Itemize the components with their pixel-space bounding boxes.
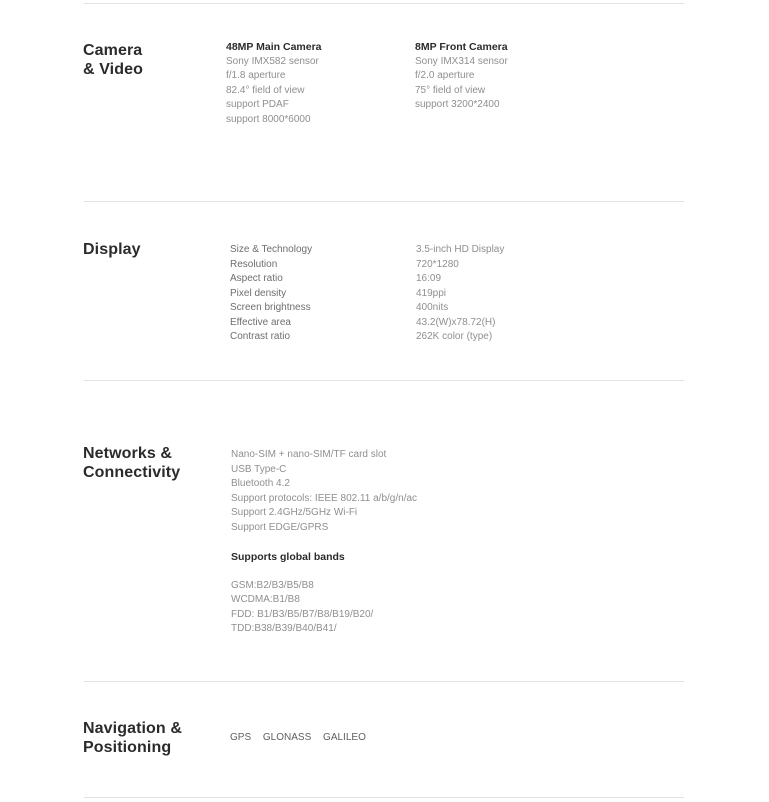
front-camera-line: 75° field of view [415, 84, 486, 96]
network-spacer [231, 564, 417, 579]
display-label: Pixel density [230, 287, 287, 299]
network-line: Bluetooth 4.2 [231, 478, 290, 489]
front-camera-line: Sony IMX314 sensor [415, 55, 508, 67]
display-value: 400nits [416, 302, 449, 313]
navigation-heading [83, 719, 182, 757]
network-heading-line-2: Connectivity [83, 464, 181, 481]
divider-bottom [84, 797, 684, 798]
camera-video-heading [83, 41, 143, 79]
camera-heading-line-2: & Video [83, 61, 143, 78]
network-line: Support EDGE/GPRS [231, 521, 329, 533]
display-label: Screen brightness [230, 302, 311, 313]
display-label: Resolution [230, 258, 278, 270]
display-heading-text: Display [83, 241, 141, 258]
band-line: FDD: B1/B3/B5/B7/B8/B19/B20/ [231, 608, 374, 620]
display-label: Aspect ratio [230, 273, 283, 284]
main-camera-spec [226, 40, 322, 127]
main-camera-line: f/1.8 aperture [226, 70, 286, 81]
display-label: Contrast ratio [230, 331, 291, 342]
main-camera-line: 82.4° field of view [226, 84, 305, 96]
nav-system-gps: GPS [230, 732, 252, 743]
band-line: WCDMA:B1/B8 [231, 594, 300, 605]
main-camera-line: Sony IMX582 sensor [226, 55, 319, 67]
display-heading [83, 240, 141, 259]
front-camera-spec [415, 40, 508, 113]
display-value: 3.5-inch HD Display [416, 244, 505, 255]
divider-display-network [84, 380, 684, 381]
network-spacer [231, 535, 417, 550]
front-camera-title: 8MP Front Camera [415, 41, 508, 53]
nav-system-galileo: GALILEO [323, 732, 366, 743]
band-line: TDD:B38/B39/B40/B41/ [231, 623, 337, 634]
navigation-heading-line-1: Navigation & [83, 720, 182, 737]
display-value: 419ppi [416, 287, 447, 299]
display-values [416, 243, 504, 345]
main-camera-line: support PDAF [226, 99, 289, 110]
network-line: Support protocols: IEEE 802.11 a/b/g/n/ac [231, 492, 418, 504]
network-line: Support 2.4GHz/5GHz Wi-Fi [231, 507, 358, 518]
nav-system-glonass: GLONASS [262, 732, 312, 743]
display-value: 262K color (type) [416, 331, 493, 342]
display-value: 43.2(W)x78.72(H) [416, 316, 496, 328]
divider-camera-display [84, 201, 684, 202]
display-value: 16:09 [416, 273, 442, 284]
divider-top [84, 3, 684, 4]
camera-heading-line-1: Camera [83, 42, 143, 59]
main-camera-title: 48MP Main Camera [226, 41, 322, 53]
network-line: USB Type-C [231, 463, 287, 475]
display-label: Size & Technology [230, 244, 313, 255]
network-heading [83, 444, 180, 482]
display-labels [230, 243, 312, 345]
global-bands-title: Supports global bands [231, 550, 345, 563]
front-camera-line: support 3200*2400 [415, 99, 500, 110]
divider-network-navigation [84, 681, 684, 682]
network-heading-line-1: Networks & [83, 445, 173, 462]
band-line: GSM:B2/B3/B5/B8 [231, 579, 314, 591]
navigation-systems [230, 731, 375, 745]
navigation-heading-line-2: Positioning [83, 739, 172, 756]
front-camera-line: f/2.0 aperture [415, 70, 475, 81]
main-camera-line: support 8000*6000 [226, 113, 311, 125]
network-line: Nano-SIM + nano-SIM/TF card slot [231, 449, 387, 460]
display-value: 720*1280 [416, 258, 459, 270]
display-label: Effective area [230, 316, 291, 328]
network-spec [231, 448, 417, 637]
